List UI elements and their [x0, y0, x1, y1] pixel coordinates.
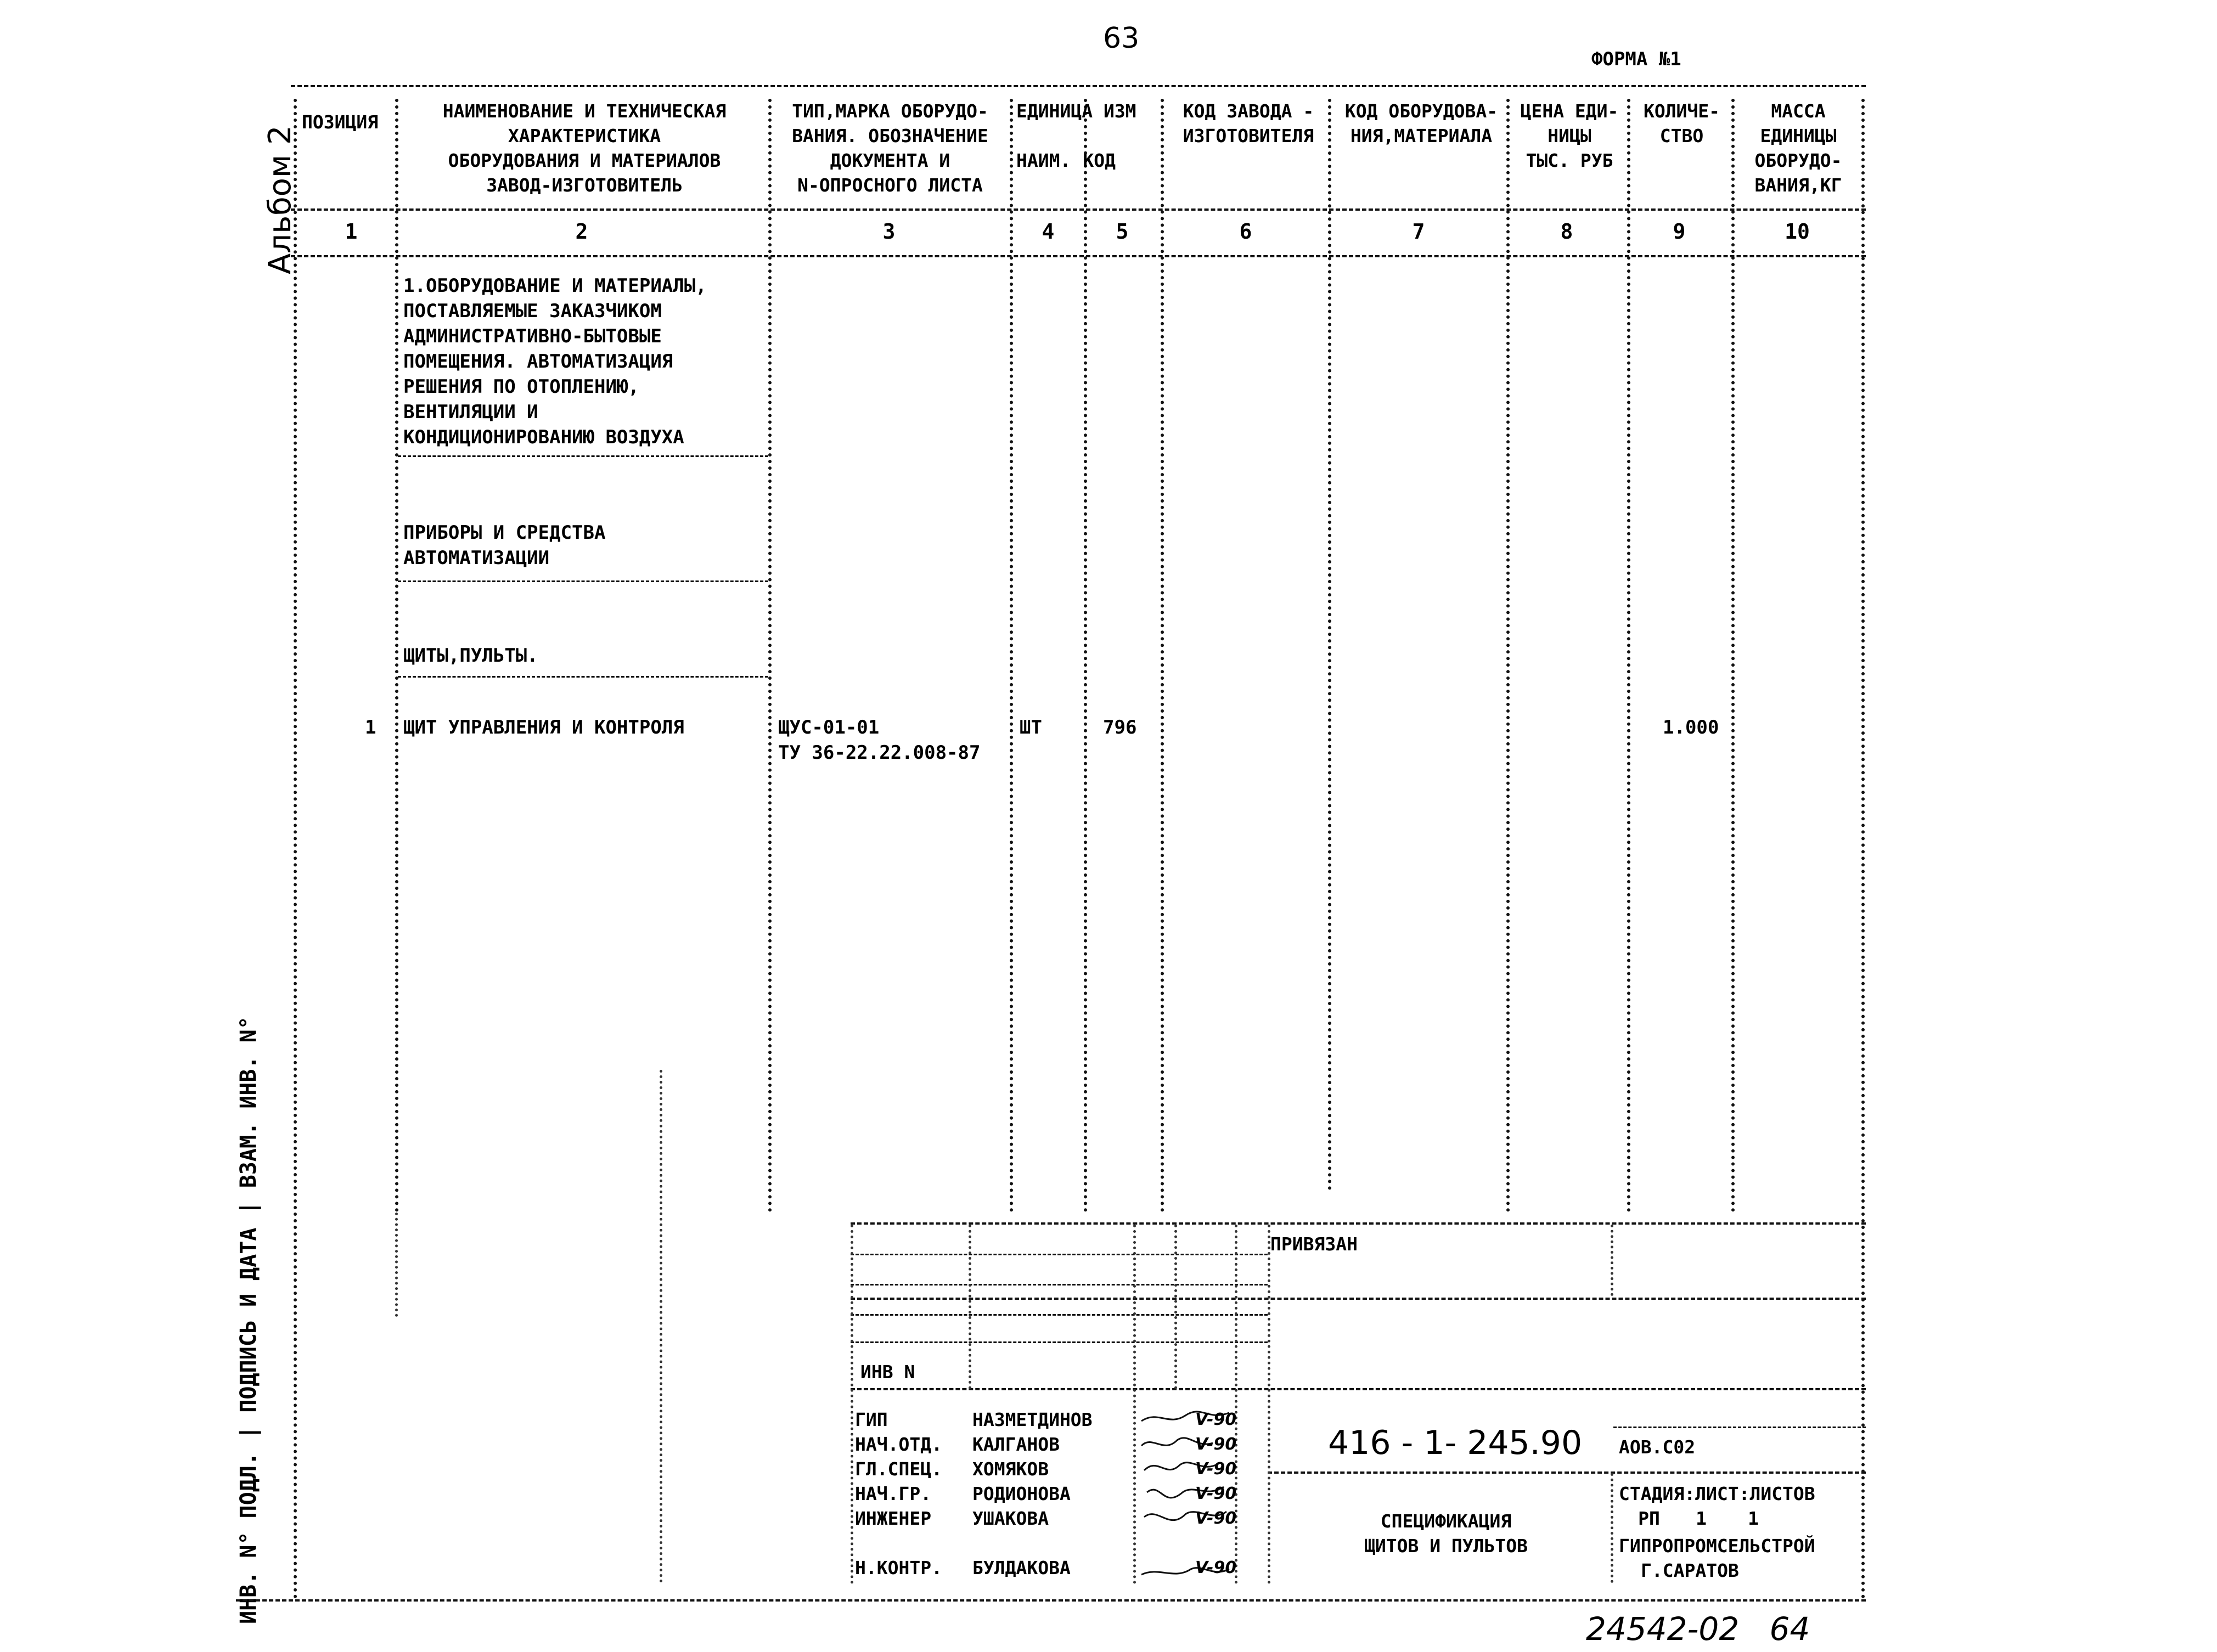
stamp-separator — [1268, 1225, 1270, 1584]
col-number: 9 — [1673, 219, 1686, 244]
col-number: 8 — [1560, 219, 1573, 244]
header-col2-line: ЗАВОД-ИЗГОТОВИТЕЛЬ — [486, 174, 683, 196]
stamp-line — [851, 1222, 1866, 1225]
header-col10-line: МАССА — [1771, 100, 1826, 122]
row-type-doc: ТУ 36-22.22.008-87 — [778, 742, 981, 764]
section-line: КОНДИЦИОНИРОВАНИЮ ВОЗДУХА — [403, 426, 684, 448]
organization — [1619, 1533, 1815, 1583]
header-col8-line: ЦЕНА ЕДИ- — [1520, 100, 1619, 122]
header-unit-code: КОД — [1083, 150, 1116, 171]
col-separator — [1084, 99, 1087, 1213]
stamp-line — [851, 1298, 1866, 1300]
signer-role: Н.КОНТР. — [855, 1557, 942, 1578]
header-col9-line: СТВО — [1659, 125, 1704, 146]
row-unit-code: 796 — [1103, 717, 1137, 738]
col-number: 6 — [1239, 219, 1252, 244]
header-col10 — [1735, 99, 1861, 198]
header-col7-line: НИЯ,МАТЕРИАЛА — [1350, 125, 1493, 146]
signer-name: УШАКОВА — [972, 1508, 1049, 1529]
signer-name: БУЛДАКОВА — [972, 1557, 1071, 1578]
sheet-code: АОВ.С02 — [1619, 1436, 1696, 1458]
header-col8-line: ТЫС. РУБ — [1526, 150, 1613, 171]
side-stamp: ИНВ. N° ПОДЛ. | ПОДПИСЬ И ДАТА | ВЗАМ. ИНВ. N° — [236, 1016, 261, 1624]
stamp-separator — [1611, 1225, 1613, 1296]
table-top-border — [291, 85, 1866, 87]
col-number: 10 — [1785, 219, 1810, 244]
header-col3-line: ВАНИЯ. ОБОЗНАЧЕНИЕ — [792, 125, 988, 146]
header-col2 — [406, 99, 763, 198]
col-number: 5 — [1116, 219, 1129, 244]
row-type: ЩУС-01-01 — [778, 717, 880, 738]
stamp-separator — [1611, 1473, 1613, 1583]
signer-date: V-90 — [1195, 1435, 1237, 1454]
header-col7 — [1333, 99, 1509, 148]
row-name: ЩИТ УПРАВЛЕНИЯ И КОНТРОЛЯ — [403, 717, 684, 738]
header-col3 — [775, 99, 1005, 198]
section-line: ВЕНТИЛЯЦИИ И — [403, 401, 538, 423]
section-line: АДМИНИСТРАТИВНО-БЫТОВЫЕ — [403, 325, 662, 347]
col-number: 7 — [1412, 219, 1425, 244]
header-col3-line: ДОКУМЕНТА И — [830, 150, 950, 171]
stamp-privyazan: ПРИВЯЗАН — [1270, 1233, 1358, 1255]
organization-city: Г.САРАТОВ — [1641, 1560, 1739, 1581]
row-position: 1 — [365, 717, 376, 738]
organization-name: ГИПРОПРОМСЕЛЬСТРОЙ — [1619, 1535, 1815, 1557]
document-code: 416 - 1- 245.90 — [1328, 1424, 1583, 1462]
stamp-line — [1613, 1427, 1866, 1428]
document-title — [1339, 1509, 1553, 1558]
col-separator — [395, 99, 398, 1213]
section-line: ПОСТАВЛЯЕМЫЕ ЗАКАЗЧИКОМ — [403, 300, 662, 322]
col-separator — [1861, 99, 1865, 1599]
signer-name: НАЗМЕТДИНОВ — [972, 1409, 1093, 1430]
stamp-separator — [1174, 1225, 1177, 1389]
signer-role: ИНЖЕНЕР — [855, 1508, 932, 1529]
signer-date: V-90 — [1195, 1558, 1237, 1577]
signer-name: РОДИОНОВА — [972, 1483, 1071, 1504]
col-separator — [1731, 99, 1735, 1213]
form-label: ФОРМА №1 — [1591, 48, 1681, 70]
header-col10-line: ВАНИЯ,КГ — [1754, 174, 1842, 196]
stamp-line — [851, 1284, 1268, 1285]
stamp-separator — [851, 1225, 853, 1584]
footer-handwritten-number: 24542-02 64 — [1586, 1610, 1810, 1648]
signer-date: V-90 — [1195, 1484, 1237, 1503]
page-number: 63 — [1103, 22, 1140, 55]
document-title-line: ЩИТОВ И ПУЛЬТОВ — [1364, 1535, 1528, 1557]
section-line: ПОМЕЩЕНИЯ. АВТОМАТИЗАЦИЯ — [403, 351, 673, 373]
col-separator — [768, 99, 772, 1213]
section-line: РЕШЕНИЯ ПО ОТОПЛЕНИЮ, — [403, 376, 639, 398]
signer-role: НАЧ.ОТД. — [855, 1434, 942, 1455]
signer-name: ХОМЯКОВ — [972, 1458, 1049, 1480]
section-line: ПРИБОРЫ И СРЕДСТВА — [403, 522, 606, 544]
section-1-heading — [403, 273, 707, 450]
signer-name: КАЛГАНОВ — [972, 1434, 1060, 1455]
col-separator — [1161, 99, 1164, 1213]
signer-role: НАЧ.ГР. — [855, 1483, 932, 1504]
header-col2-line: ОБОРУДОВАНИЯ И МАТЕРИАЛОВ — [448, 150, 721, 171]
header-unit-name: НАИМ. — [1016, 150, 1071, 171]
stamp-line — [851, 1254, 1268, 1255]
section-3-heading — [403, 643, 538, 668]
header-col6-line: КОД ЗАВОДА - — [1183, 100, 1314, 122]
section-2-heading — [403, 520, 605, 571]
header-col8 — [1512, 99, 1627, 173]
stamp-line — [851, 1341, 1268, 1343]
col-separator — [1328, 99, 1331, 1191]
stage-values — [1619, 1506, 1783, 1531]
signer-names — [972, 1407, 1093, 1580]
signer-role: ГЛ.СПЕЦ. — [855, 1458, 942, 1480]
row-unit-name: ШТ — [1020, 717, 1042, 738]
signer-roles — [855, 1407, 942, 1580]
section-divider — [398, 580, 768, 582]
header-unit-title: ЕДИНИЦА ИЗМ — [1016, 100, 1136, 122]
col-number: 3 — [882, 219, 896, 244]
col-number: 2 — [575, 219, 588, 244]
header-col6 — [1166, 99, 1331, 148]
document-title-line: СПЕЦИФИКАЦИЯ — [1380, 1510, 1512, 1532]
album-label: Альбом 2 — [262, 125, 298, 274]
row-quantity: 1.000 — [1663, 717, 1719, 738]
table-bottom-border — [236, 1599, 1866, 1602]
side-stamp-separator — [660, 1070, 662, 1583]
header-col10-line: ЕДИНИЦЫ — [1760, 125, 1837, 146]
header-col2-line: ХАРАКТЕРИСТИКА — [508, 125, 661, 146]
header-col2-line: НАИМЕНОВАНИЕ И ТЕХНИЧЕСКАЯ — [442, 100, 727, 122]
stamp-inv: ИНВ N — [860, 1361, 915, 1383]
signer-date: V-90 — [1195, 1459, 1237, 1479]
col-separator — [1010, 99, 1013, 1213]
section-line: ЩИТЫ,ПУЛЬТЫ. — [403, 645, 538, 667]
col-separator — [1506, 99, 1510, 1213]
stage-header: СТАДИЯ — [1619, 1483, 1685, 1504]
sheet-header: ЛИСТ — [1695, 1483, 1739, 1504]
stamp-line — [851, 1388, 1866, 1390]
sheet-value: 1 — [1696, 1508, 1707, 1529]
signer-role: ГИП — [855, 1409, 888, 1430]
sheets-value: 1 — [1748, 1508, 1759, 1529]
header-col7-line: КОД ОБОРУДОВА- — [1344, 100, 1498, 122]
section-line: 1.ОБОРУДОВАНИЕ И МАТЕРИАЛЫ, — [403, 275, 707, 297]
col-number: 1 — [345, 219, 358, 244]
header-col1-line: ПОЗИЦИЯ — [302, 111, 379, 133]
stamp-line — [851, 1314, 1268, 1316]
section-divider — [398, 676, 768, 678]
sheets-header: ЛИСТОВ — [1749, 1483, 1815, 1504]
header-col8-line: НИЦЫ — [1548, 125, 1591, 146]
stage-headers: СТАДИЯ:ЛИСТ:ЛИСТОВ — [1619, 1483, 1815, 1504]
section-line: АВТОМАТИЗАЦИИ — [403, 547, 550, 569]
stamp-separator — [969, 1225, 971, 1389]
col-separator — [294, 99, 297, 1599]
header-col3-line: N-ОПРОСНОГО ЛИСТА — [797, 174, 983, 196]
header-col3-line: ТИП,МАРКА ОБОРУДО- — [792, 100, 988, 122]
section-divider — [398, 455, 768, 457]
col-number: 4 — [1042, 219, 1055, 244]
header-col1 — [302, 110, 378, 134]
signer-date: V-90 — [1195, 1410, 1237, 1429]
stage-value: РП — [1638, 1508, 1660, 1529]
header-col45 — [1016, 99, 1162, 173]
header-col9 — [1631, 99, 1732, 148]
header-col9-line: КОЛИЧЕ- — [1643, 100, 1720, 122]
header-col10-line: ОБОРУДО- — [1754, 150, 1842, 171]
col-separator — [395, 1213, 398, 1317]
stamp-line — [1268, 1471, 1866, 1474]
signer-dates — [1195, 1407, 1236, 1580]
header-col6-line: ИЗГОТОВИТЕЛЯ — [1183, 125, 1314, 146]
col-separator — [1627, 99, 1630, 1213]
signer-date: V-90 — [1195, 1509, 1237, 1528]
